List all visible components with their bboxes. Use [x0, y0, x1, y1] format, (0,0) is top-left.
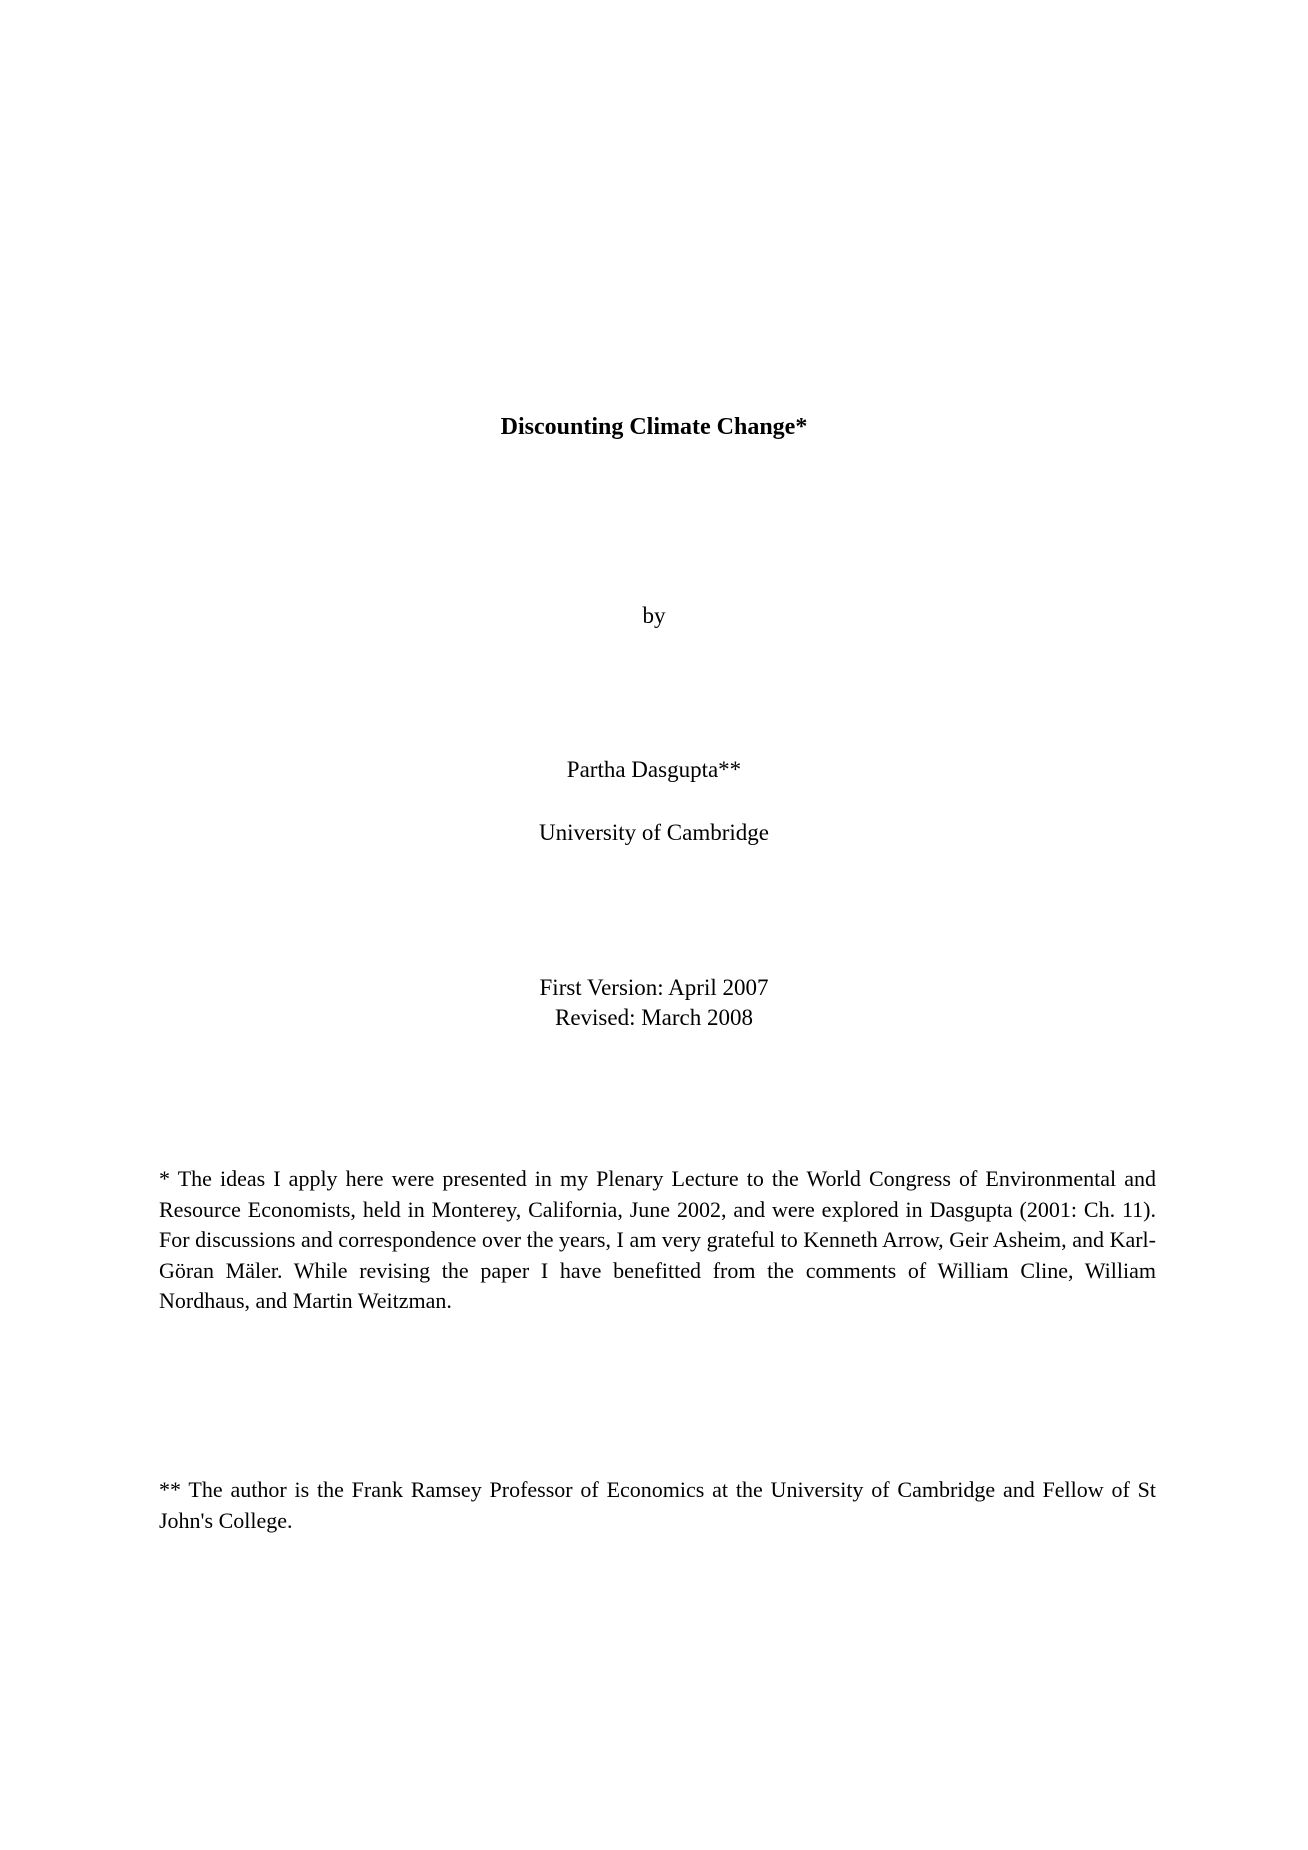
by-line: by: [642, 603, 666, 628]
footnote-acknowledgements: * The ideas I apply here were presented in my Plenary Lecture to the World Congress of Environmental and Resource Economists, held in Monterey, California, June 2002, and were explored in Dasgupta (2001: Ch. 11). For discussions and correspondence over the years, I am very grateful to Kenneth Arrow, Geir Asheim, and Karl-Göran Mäler. While revising the paper I have benefitted from the comments of William Cline, William Nordhaus, and Martin Weitzman.: [159, 1166, 1156, 1313]
first-version-date: First Version: April 2007: [539, 975, 769, 1000]
author-affiliation: University of Cambridge: [539, 820, 769, 845]
paper-title: Discounting Climate Change*: [500, 414, 808, 440]
footnote-author-info: ** The author is the Frank Ramsey Professor of Economics at the University of Cambridge and Fellow of St John's College.: [159, 1477, 1156, 1533]
author-name: Partha Dasgupta**: [566, 757, 742, 782]
version-dates: [0, 973, 1308, 1033]
revised-date: Revised: March 2008: [554, 1005, 753, 1030]
